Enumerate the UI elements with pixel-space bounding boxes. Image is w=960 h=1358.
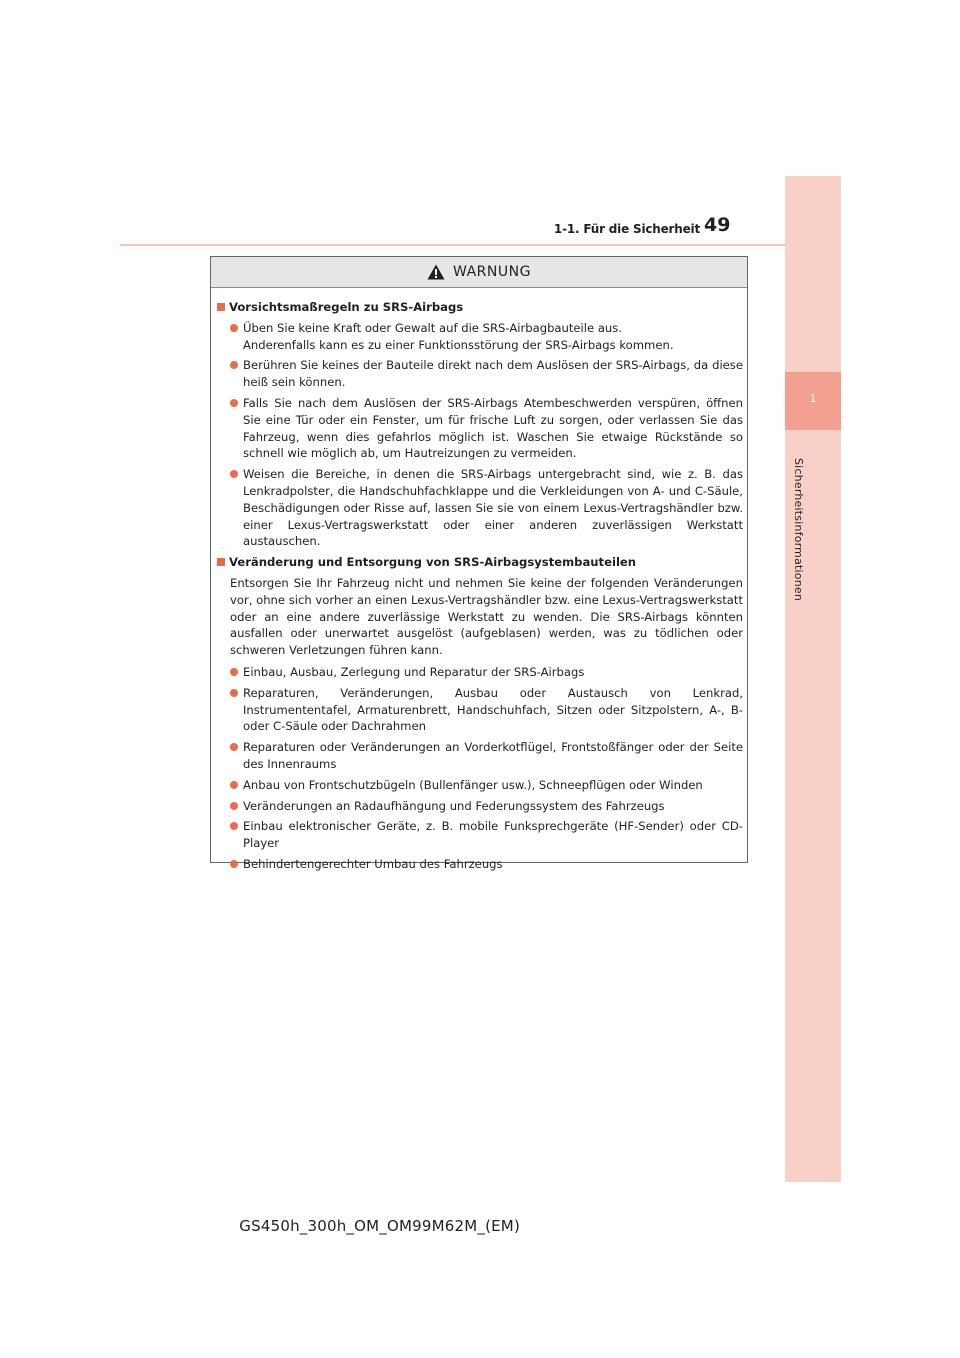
warning-title: WARNUNG (453, 264, 531, 280)
list-item: Einbau, Ausbau, Zerlegung und Reparatur der SRS-Airbags (217, 664, 743, 681)
dot-bullet-icon (230, 470, 238, 478)
dot-bullet-icon (230, 361, 238, 369)
list-item: Behindertengerechter Umbau des Fahrzeugs (217, 856, 743, 873)
list-item: Anbau von Frontschutzbügeln (Bullenfänger usw.), Schneepflügen oder Winden (217, 777, 743, 794)
section-paragraph: Entsorgen Sie Ihr Fahrzeug nicht und nehmen Sie keine der folgenden Veränderungen vor, ohne sich vorher an einen Lexus-Vertragshändler bzw. eine Lexus-Vertragswerkstatt oder an eine andere zuverlässige Werkstatt zu wenden. Die SRS-Airbags könnten ausfallen oder unerwartet ausgelöst (aufgeblasen) werden, was zu tödlichen oder schweren Verletzungen führen kann. (230, 575, 743, 658)
list-item: Reparaturen, Veränderungen, Ausbau oder Austausch von Lenkrad, Instrumententafel, Armaturenbrett, Handschuhfach, Sitzen oder Sitzpolstern, A-, B- oder C-Säule oder Dachrahmen (217, 685, 743, 735)
chapter-side-tab (785, 176, 841, 1182)
list-item: Einbau elektronischer Geräte, z. B. mobile Funksprechgeräte (HF-Sender) oder CD-Player (217, 818, 743, 852)
square-bullet-icon (217, 303, 225, 311)
dot-bullet-icon (230, 399, 238, 407)
warning-content (217, 299, 743, 877)
chapter-number: 1 (809, 392, 817, 405)
page-number: 49 (704, 214, 731, 236)
warning-triangle-icon (427, 264, 445, 280)
dot-bullet-icon (230, 743, 238, 751)
dot-bullet-icon (230, 689, 238, 697)
list-item: Üben Sie keine Kraft oder Gewalt auf die SRS-Airbagbauteile aus. Anderenfalls kann es zu einer Funktionsstörung der SRS-Airbags kommen. (217, 320, 743, 354)
chapter-title: Sicherheitsinformationen (792, 458, 805, 602)
list-item: Veränderungen an Radaufhängung und Federungssystem des Fahrzeugs (217, 798, 743, 815)
dot-bullet-icon (230, 860, 238, 868)
list-item: Berühren Sie keines der Bauteile direkt nach dem Auslösen der SRS-Airbags, da diese heiß sein können. (217, 357, 743, 391)
dot-bullet-icon (230, 781, 238, 789)
header-rule (120, 244, 785, 246)
list-item: Weisen die Bereiche, in denen die SRS-Airbags untergebracht sind, wie z. B. das Lenkradpolster, die Handschuhfachklappe und die Verkleidungen von A- und C-Säule, Beschädigungen oder Risse auf, lassen Sie sie von einem Lexus-Vertragshändler bzw. einer Lexus-Vertragswerkstatt oder einer anderen zuverlässigen Werkstatt austauschen. (217, 466, 743, 550)
dot-bullet-icon (230, 668, 238, 676)
header-section-title: 1-1. Für die Sicherheit (553, 222, 700, 236)
warning-box (210, 256, 748, 871)
dot-bullet-icon (230, 324, 238, 332)
square-bullet-icon (217, 558, 225, 566)
dot-bullet-icon (230, 822, 238, 830)
list-item: Falls Sie nach dem Auslösen der SRS-Airbags Atembeschwerden verspüren, öffnen Sie eine Tür oder ein Fenster, um für frische Luft zu sorgen, oder verlassen Sie das Fahrzeug, wenn dies gefahrlos möglich ist. Waschen Sie etwaige Rückstände so schnell wie möglich ab, um Hautreizungen zu vermeiden. (217, 395, 743, 462)
list-item: Reparaturen oder Veränderungen an Vorderkotflügel, Frontstoßfänger oder der Seite des Innenraums (217, 739, 743, 773)
section-heading: Vorsichtsmaßregeln zu SRS-Airbags (217, 299, 743, 316)
warning-header (211, 257, 747, 288)
section-heading: Veränderung und Entsorgung von SRS-Airbagsystembauteilen (217, 554, 743, 571)
footer-doc-code: GS450h_300h_OM_OM99M62M_(EM) (239, 1217, 520, 1235)
dot-bullet-icon (230, 802, 238, 810)
